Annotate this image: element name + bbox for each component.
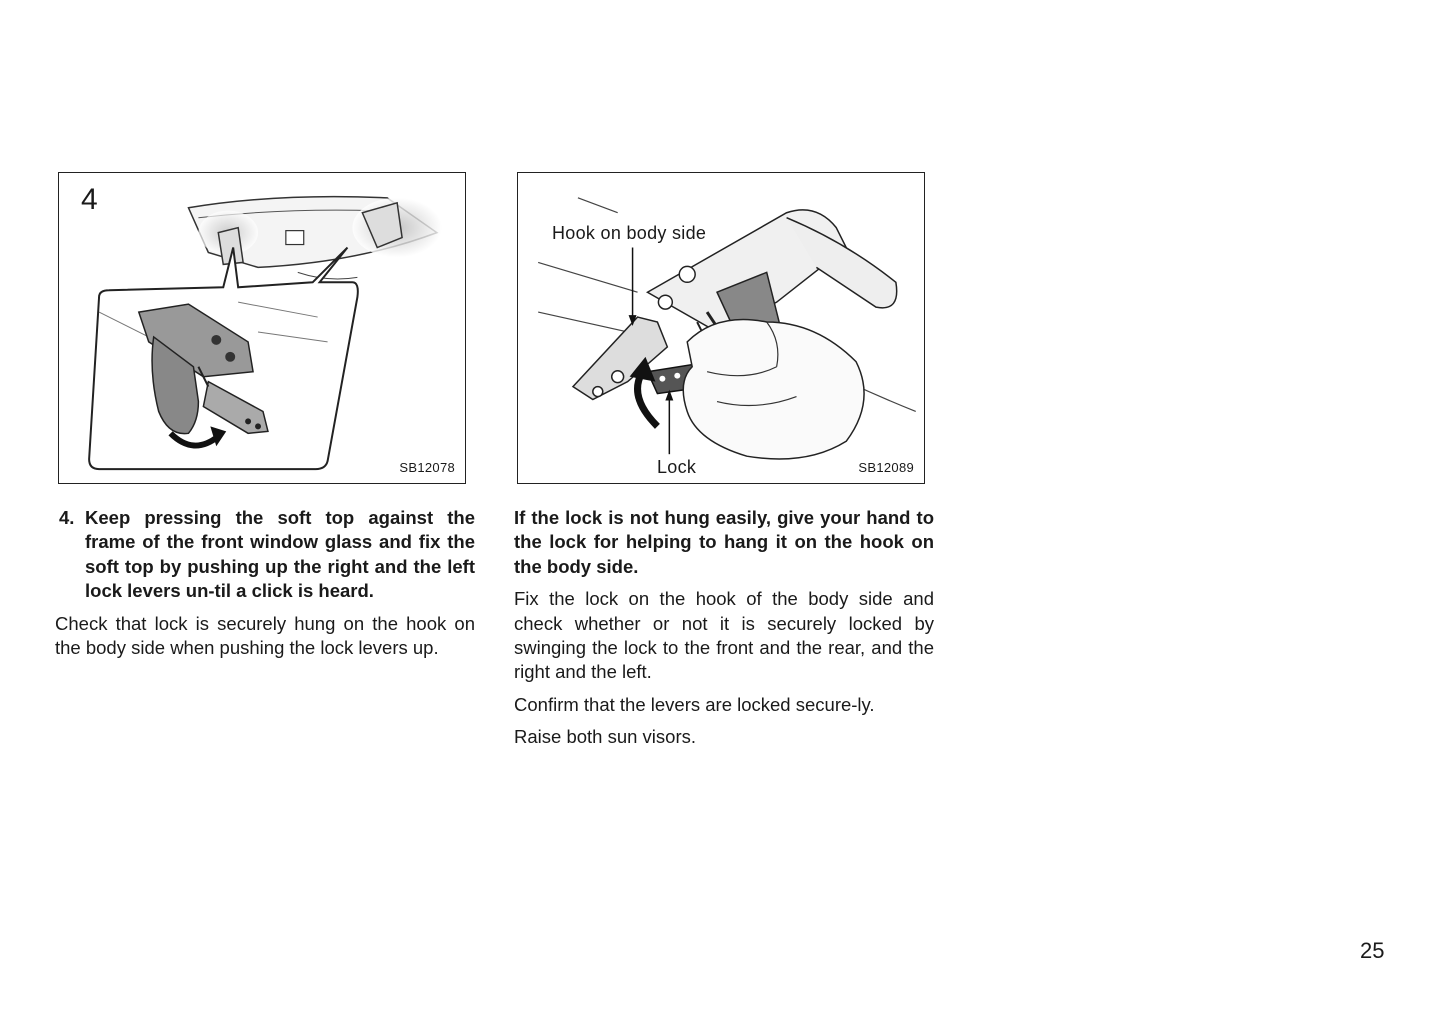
figure-number: 4	[81, 183, 98, 216]
step-number: 4.	[59, 507, 75, 528]
step-text: Keep pressing the soft top against the frame of the front window glass and fix the soft top by pushing up the right and the left lock levers un-til a click is heard.	[85, 507, 475, 602]
hook-lock-illustration	[518, 173, 924, 483]
page-number: 25	[1360, 938, 1385, 963]
left-text-column	[55, 506, 475, 668]
fix-lock-paragraph: Fix the lock on the hook of the body side and check whether or not it is securely locked by swinging the lock to the front and the rear, and the right and the left.	[514, 588, 934, 683]
check-paragraph: Check that lock is securely hung on the hook on the body side when pushing the lock levers up.	[55, 612, 475, 659]
figure-code: SB12078	[399, 460, 455, 475]
sun-visors-paragraph: Raise both sun visors.	[514, 726, 697, 748]
hook-on-body-side-label: Hook on body side	[552, 223, 707, 243]
bold-instruction: If the lock is not hung easily, give your hand to the lock for helping to hang it on the hook on the body side.	[514, 507, 934, 577]
step-4	[55, 506, 475, 604]
figure-hook-and-lock	[517, 172, 925, 484]
figure-soft-top-lock-levers	[58, 172, 466, 484]
figure-code: SB12089	[858, 460, 914, 475]
right-text-column	[514, 506, 934, 758]
lock-label: Lock	[657, 457, 697, 477]
soft-top-lever-illustration	[59, 173, 465, 483]
confirm-paragraph: Confirm that the levers are locked secure-ly.	[514, 693, 875, 715]
